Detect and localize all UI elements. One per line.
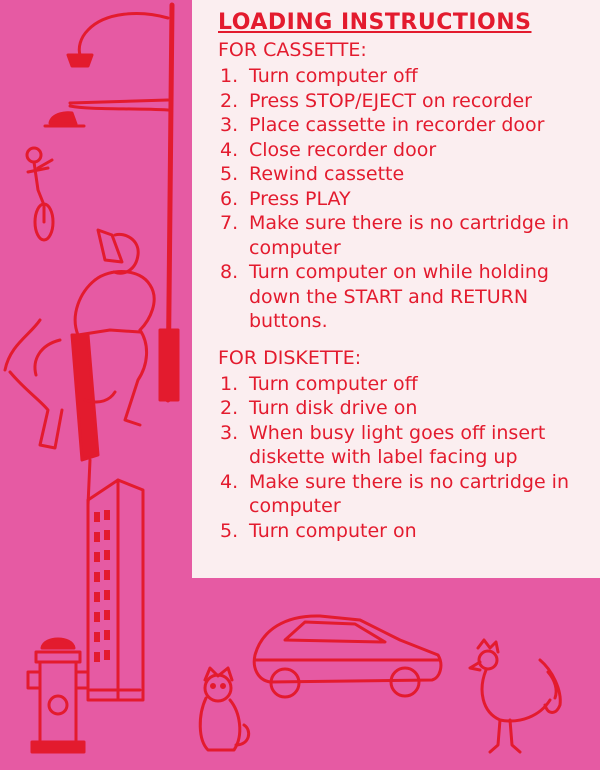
step-number: 2. [220, 89, 239, 112]
step-text: Make sure there is no cartridge in computer [249, 470, 569, 517]
list-item [218, 421, 598, 470]
step-text: When busy light goes off insert diskette with label facing up [249, 421, 546, 468]
step-text: Place cassette in recorder door [249, 114, 545, 136]
step-text: Close recorder door [249, 138, 437, 161]
step-text: Turn computer off [249, 65, 418, 87]
car-icon [254, 616, 441, 697]
list-item [218, 396, 598, 421]
step-text: Rewind cassette [249, 163, 405, 185]
list-item [218, 64, 598, 89]
step-text: Turn disk drive on [249, 397, 418, 419]
list-item [218, 260, 598, 334]
step-text: Make sure there is no cartridge in computer [249, 212, 569, 259]
list-item [218, 162, 598, 187]
diskette-steps [218, 372, 598, 544]
page-title: LOADING INSTRUCTIONS [218, 10, 532, 35]
step-number: 7. [220, 212, 239, 234]
list-item [218, 138, 598, 163]
fire-hydrant-icon [28, 639, 88, 752]
list-item [218, 113, 598, 138]
list-item [218, 211, 598, 260]
list-item [218, 89, 598, 114]
step-number: 1. [220, 372, 239, 395]
step-text: Turn computer on [249, 519, 417, 542]
step-text: Turn computer off [249, 372, 418, 395]
step-text: Turn computer on while holding down the START and RETURN buttons. [249, 261, 549, 332]
office-building-icon [88, 480, 143, 700]
step-number: 4. [220, 470, 239, 493]
step-number: 3. [220, 114, 239, 136]
list-item [218, 470, 598, 519]
rooster-icon [470, 640, 560, 752]
unicycle-rider-icon [27, 148, 53, 240]
list-item [218, 187, 598, 212]
list-item [218, 519, 598, 544]
step-number: 5. [220, 163, 239, 185]
step-number: 6. [220, 187, 239, 210]
diskette-heading: FOR DISKETTE: [218, 346, 362, 369]
step-text: Press PLAY [249, 187, 351, 210]
step-number: 1. [220, 65, 239, 87]
step-number: 3. [220, 421, 239, 444]
list-item [218, 372, 598, 397]
step-number: 5. [220, 519, 239, 542]
instructions-text [218, 10, 598, 543]
cat-icon [200, 668, 248, 750]
cassette-heading: FOR CASSETTE: [218, 39, 367, 61]
step-text: Press STOP/EJECT on recorder [249, 89, 532, 112]
cassette-steps [218, 64, 598, 334]
step-number: 8. [220, 261, 239, 283]
step-number: 2. [220, 397, 239, 419]
pogo-stick-superhero-icon [5, 230, 154, 505]
street-lamp-icon [45, 5, 178, 400]
step-number: 4. [220, 138, 239, 161]
